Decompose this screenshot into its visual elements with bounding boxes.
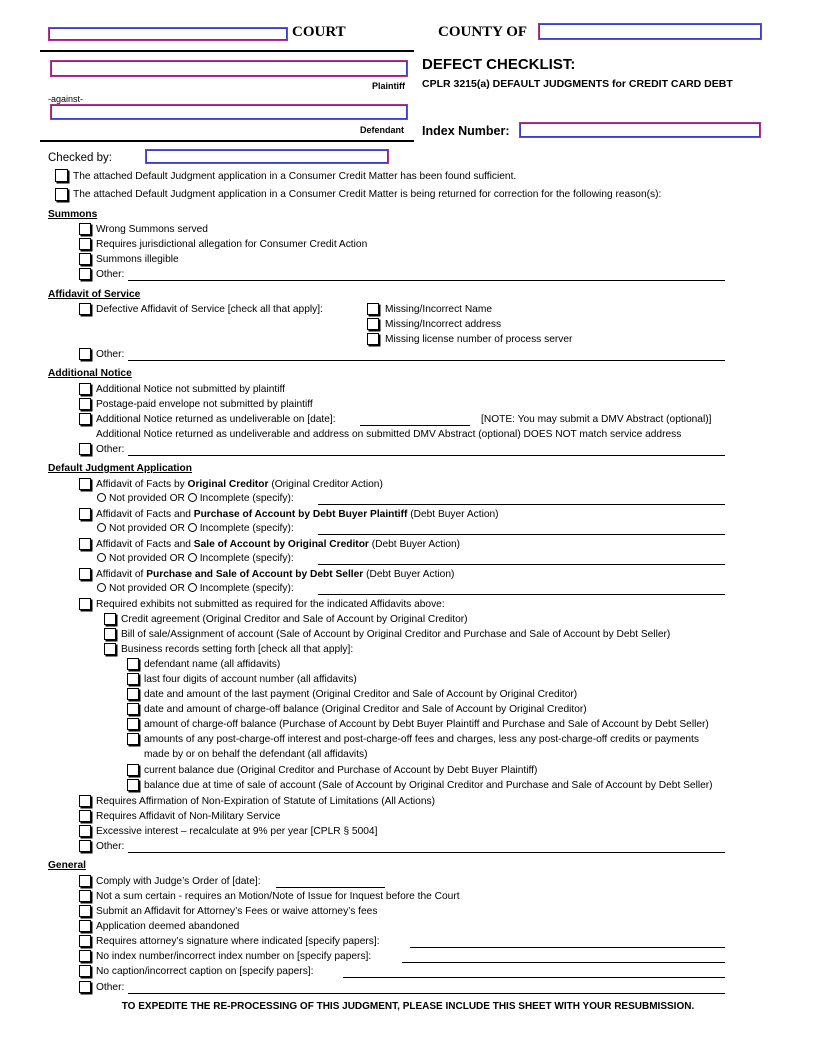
dja-aff-sale-checkbox[interactable]: [79, 538, 91, 550]
service-address-checkbox[interactable]: [367, 318, 379, 330]
caption-top-rule: [40, 50, 414, 52]
dja-aff4-specify-line[interactable]: [318, 594, 725, 595]
general-judge-order-text: Comply with Judge’s Order of [date]:: [96, 876, 261, 887]
summons-jurisdiction-text: Requires jurisdictional allegation for Consumer Credit Action: [96, 239, 368, 250]
general-index-number-line[interactable]: [402, 962, 725, 963]
summons-illegible-text: Summons illegible: [96, 254, 179, 265]
record-charge-off-date-text: date and amount of charge-off balance (Original Creditor and Sale of Account by Original Creditor): [144, 704, 587, 715]
dja-aff1-specify-line[interactable]: [318, 504, 725, 505]
general-judge-order-checkbox[interactable]: [79, 875, 91, 887]
service-license-text: Missing license number of process server: [385, 334, 573, 345]
notice-undeliverable-checkbox[interactable]: [79, 413, 91, 425]
dja-credit-agreement-text: Credit agreement (Original Creditor and Sale of Account by Original Creditor): [121, 614, 468, 625]
dja-business-records-text: Business records setting forth [check all that apply]:: [121, 644, 354, 655]
notice-not-submitted-text: Additional Notice not submitted by plaintiff: [96, 384, 285, 395]
record-last-payment-checkbox[interactable]: [127, 688, 139, 700]
service-other-text: Other:: [96, 349, 125, 360]
defendant-field[interactable]: [50, 104, 408, 120]
record-defendant-name-text: defendant name (all affidavits): [144, 659, 281, 670]
record-current-balance-text: current balance due (Original Creditor and Purchase of Account by Debt Buyer Plaintiff): [144, 765, 538, 776]
service-defective-checkbox[interactable]: [79, 303, 91, 315]
incomplete-radio[interactable]: [188, 493, 197, 502]
general-judge-order-line[interactable]: [276, 887, 385, 888]
footer-instruction: TO EXPEDITE THE RE-PROCESSING OF THIS JUDGMENT, PLEASE INCLUDE THIS SHEET WITH YOUR RESUBMISSION.: [121, 1001, 695, 1012]
notice-dmv-mismatch-text: Additional Notice returned as undeliverable and address on submitted DMV Abstract (optional) DOES NOT match service address: [96, 429, 682, 440]
record-post-charge-off-checkbox[interactable]: [127, 733, 139, 745]
summons-other-text: Other:: [96, 269, 125, 280]
notice-other-checkbox[interactable]: [79, 443, 91, 455]
dja-other-line[interactable]: [128, 852, 725, 853]
not-provided-radio[interactable]: [97, 493, 106, 502]
general-abandoned-checkbox[interactable]: [79, 920, 91, 932]
summons-other-checkbox[interactable]: [79, 268, 91, 280]
dja-interest-text: Excessive interest – recalculate at 9% per year [CPLR § 5004]: [96, 826, 378, 837]
dja-exhibits-checkbox[interactable]: [79, 598, 91, 610]
general-heading: General: [48, 860, 86, 871]
service-other-line[interactable]: [128, 360, 725, 361]
dja-bill-of-sale-text: Bill of sale/Assignment of account (Sale of Account by Original Creditor and Purchase and Sale of Account by Debt Seller): [121, 629, 671, 640]
page-subtitle: CPLR 3215(a) DEFAULT JUDGMENTS for CREDIT CARD DEBT: [422, 78, 733, 90]
dja-other-text: Other:: [96, 841, 125, 852]
index-number-label: Index Number:: [422, 124, 510, 138]
not-provided-radio[interactable]: [97, 583, 106, 592]
general-caption-line[interactable]: [343, 977, 725, 978]
incomplete-radio[interactable]: [188, 583, 197, 592]
notice-other-text: Other:: [96, 444, 125, 455]
court-label: COURT: [292, 24, 346, 40]
sufficient-text: The attached Default Judgment application in a Consumer Credit Matter has been found sufficient.: [73, 171, 517, 182]
summons-other-line[interactable]: [128, 280, 725, 281]
general-index-number-checkbox[interactable]: [79, 950, 91, 962]
dja-aff4-status: Not provided OR Incomplete (specify):: [97, 583, 294, 595]
service-license-checkbox[interactable]: [367, 333, 379, 345]
summons-jurisdiction-checkbox[interactable]: [79, 238, 91, 250]
dja-aff1-status: Not provided OR Incomplete (specify):: [97, 493, 294, 505]
summons-wrong-checkbox[interactable]: [79, 223, 91, 235]
page-title: DEFECT CHECKLIST:: [422, 56, 576, 73]
record-charge-off-amount-checkbox[interactable]: [127, 718, 139, 730]
notice-envelope-checkbox[interactable]: [79, 398, 91, 410]
returned-text: The attached Default Judgment application in a Consumer Credit Matter is being returned for correction for the following reason(s):: [73, 189, 662, 200]
dja-affirmation-checkbox[interactable]: [79, 795, 91, 807]
caption-bottom-rule: [40, 140, 414, 142]
dja-other-checkbox[interactable]: [79, 840, 91, 852]
notice-other-line[interactable]: [128, 455, 725, 456]
summons-wrong-text: Wrong Summons served: [96, 224, 208, 235]
dja-interest-checkbox[interactable]: [79, 825, 91, 837]
service-name-checkbox[interactable]: [367, 303, 379, 315]
summons-illegible-checkbox[interactable]: [79, 253, 91, 265]
incomplete-radio[interactable]: [188, 553, 197, 562]
dja-military-checkbox[interactable]: [79, 810, 91, 822]
general-signature-line[interactable]: [410, 947, 725, 948]
service-other-checkbox[interactable]: [79, 348, 91, 360]
notice-heading: Additional Notice: [48, 368, 132, 379]
dja-aff-purchase-checkbox[interactable]: [79, 508, 91, 520]
dja-affirmation-text: Requires Affirmation of Non-Expiration of Statute of Limitations (All Actions): [96, 796, 435, 807]
court-name-field[interactable]: [48, 27, 288, 41]
record-balance-at-sale-checkbox[interactable]: [127, 779, 139, 791]
record-post-charge-off-text: amounts of any post-charge-off interest and post-charge-off fees and charges, less any post-charge-off credits or payments: [144, 734, 699, 745]
notice-date-line[interactable]: [360, 425, 470, 426]
notice-not-submitted-checkbox[interactable]: [79, 383, 91, 395]
general-abandoned-text: Application deemed abandoned: [96, 921, 240, 932]
service-address-text: Missing/Incorrect address: [385, 319, 502, 330]
general-signature-text: Requires attorney’s signature where indicated [specify papers]:: [96, 936, 380, 947]
dja-aff-debt-seller-text: Affidavit of Purchase and Sale of Account by Debt Seller (Debt Buyer Action): [96, 569, 455, 580]
incomplete-radio[interactable]: [188, 523, 197, 532]
dja-aff2-status: Not provided OR Incomplete (specify):: [97, 523, 294, 535]
general-other-line[interactable]: [128, 993, 725, 994]
dja-heading: Default Judgment Application: [48, 463, 192, 474]
checked-by-field[interactable]: [145, 149, 389, 164]
dja-aff-original-creditor-text: Affidavit of Facts by Original Creditor (Original Creditor Action): [96, 479, 383, 490]
dja-aff3-status: Not provided OR Incomplete (specify):: [97, 553, 294, 565]
general-sum-certain-checkbox[interactable]: [79, 890, 91, 902]
general-caption-text: No caption/incorrect caption on [specify papers]:: [96, 966, 314, 977]
record-defendant-name-checkbox[interactable]: [127, 658, 139, 670]
dja-exhibits-text: Required exhibits not submitted as required for the indicated Affidavits above:: [96, 599, 445, 610]
county-label: COUNTY OF: [438, 24, 528, 40]
record-charge-off-date-checkbox[interactable]: [127, 703, 139, 715]
record-last-four-text: last four digits of account number (all affidavits): [144, 674, 357, 685]
general-index-number-text: No index number/incorrect index number on [specify papers]:: [96, 951, 372, 962]
dja-aff-purchase-text: Affidavit of Facts and Purchase of Account by Debt Buyer Plaintiff (Debt Buyer Action): [96, 509, 499, 520]
record-post-charge-off-cont: made by or on behalf the defendant (all affidavits): [144, 749, 368, 760]
dja-aff-sale-text: Affidavit of Facts and Sale of Account by Original Creditor (Debt Buyer Action): [96, 539, 461, 550]
record-balance-at-sale-text: balance due at time of sale of account (Sale of Account by Original Creditor and Purchase and Sale of Account by Debt Seller): [144, 780, 713, 791]
sufficient-checkbox[interactable]: [55, 169, 68, 182]
county-field[interactable]: [538, 23, 762, 40]
record-current-balance-checkbox[interactable]: [127, 764, 139, 776]
notice-envelope-text: Postage-paid envelope not submitted by plaintiff: [96, 399, 313, 410]
plaintiff-label: Plaintiff: [372, 81, 405, 91]
general-other-checkbox[interactable]: [79, 981, 91, 993]
against-label: -against-: [48, 94, 84, 104]
record-charge-off-amount-text: amount of charge-off balance (Purchase of Account by Debt Buyer Plaintiff and Purchase and Sale of Account by Debt Seller): [144, 719, 709, 730]
dja-business-records-checkbox[interactable]: [104, 643, 116, 655]
returned-checkbox[interactable]: [55, 188, 68, 201]
record-last-four-checkbox[interactable]: [127, 673, 139, 685]
dja-credit-agreement-checkbox[interactable]: [104, 613, 116, 625]
summons-heading: Summons: [48, 209, 98, 220]
not-provided-radio[interactable]: [97, 553, 106, 562]
notice-dmv-note: [NOTE: You may submit a DMV Abstract (optional)]: [481, 414, 712, 425]
general-caption-checkbox[interactable]: [79, 965, 91, 977]
general-signature-checkbox[interactable]: [79, 935, 91, 947]
dja-aff2-specify-line[interactable]: [318, 534, 725, 535]
dja-aff3-specify-line[interactable]: [318, 564, 725, 565]
general-other-text: Other:: [96, 982, 125, 993]
dja-military-text: Requires Affidavit of Non-Military Service: [96, 811, 281, 822]
general-sum-certain-text: Not a sum certain - requires an Motion/Note of Issue for Inquest before the Court: [96, 891, 460, 902]
not-provided-radio[interactable]: [97, 523, 106, 532]
service-heading: Affidavit of Service: [48, 289, 141, 300]
plaintiff-field[interactable]: [50, 60, 408, 77]
service-defective-text: Defective Affidavit of Service [check all that apply]:: [96, 304, 323, 315]
service-name-text: Missing/Incorrect Name: [385, 304, 492, 315]
dja-aff-debt-seller-checkbox[interactable]: [79, 568, 91, 580]
checked-by-label: Checked by:: [48, 152, 112, 164]
general-attorney-fees-text: Submit an Affidavit for Attorney’s Fees or waive attorney’s fees: [96, 906, 378, 917]
general-attorney-fees-checkbox[interactable]: [79, 905, 91, 917]
record-last-payment-text: date and amount of the last payment (Original Creditor and Sale of Account by Original Creditor): [144, 689, 578, 700]
dja-bill-of-sale-checkbox[interactable]: [104, 628, 116, 640]
notice-undeliverable-text: Additional Notice returned as undeliverable on [date]:: [96, 414, 336, 425]
defendant-label: Defendant: [360, 125, 405, 135]
dja-aff-original-creditor-checkbox[interactable]: [79, 478, 91, 490]
index-number-field[interactable]: [519, 122, 761, 138]
